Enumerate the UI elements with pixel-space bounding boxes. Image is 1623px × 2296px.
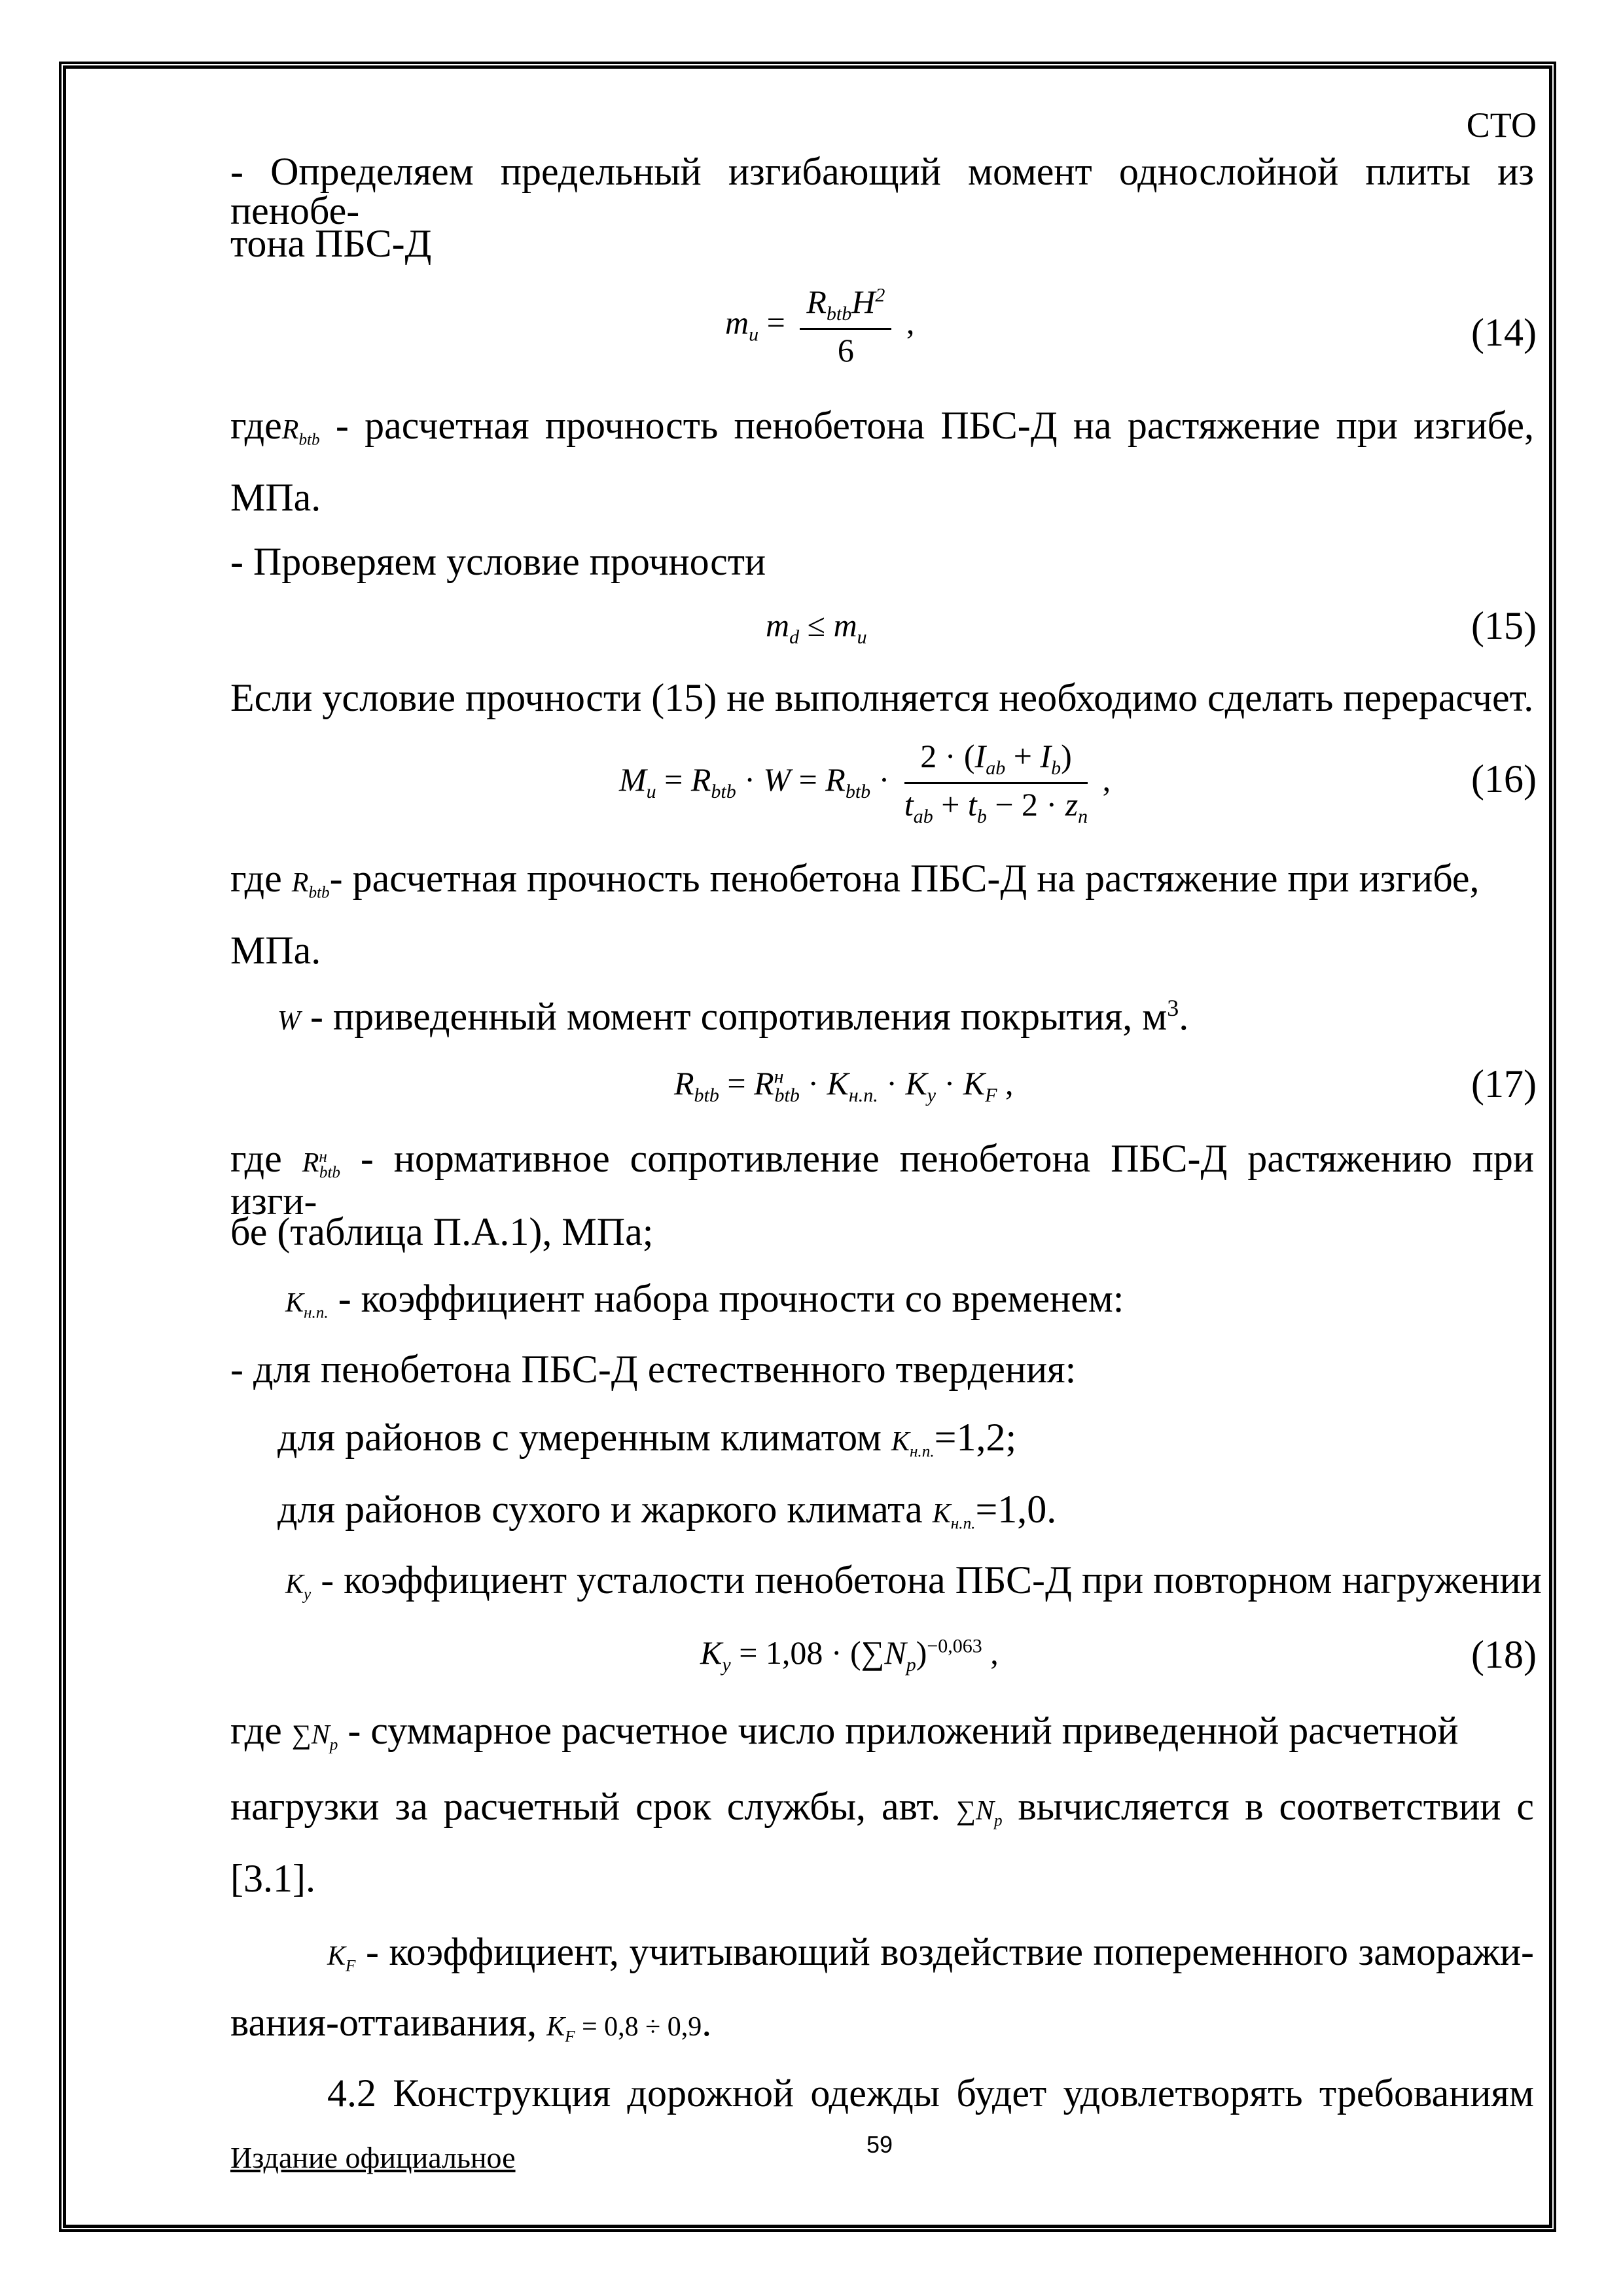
- paragraph-line: [3.1].: [230, 1857, 315, 1900]
- paragraph-line: где $R_{btb}-$ расчетная прочность пенобетона ПБС-Д на растяжение при изгибе,: [230, 857, 1480, 902]
- edition-footer: Издание официальное: [230, 2141, 516, 2174]
- paragraph-line: тона ПБС-Д: [230, 222, 432, 265]
- paragraph-line: нагрузки за расчетный срок службы, авт. $\sum N_p$ вычисляется в соответствии с: [230, 1785, 1535, 1830]
- paragraph-line: $K_y$ - коэффициент усталости пенобетона ПБС-Д при повторном нагружении: [285, 1558, 1542, 1604]
- formula-16: $M_u = R_{btb} \cdot W = R_{btb}$ · $\frac{2 \cdot (I_{ab} + I_b)}{t_{ab} + t_b - 2 \cdot z_n}$ ,: [619, 738, 1111, 827]
- equation-number: (14): [1471, 311, 1537, 354]
- equation-number: (16): [1471, 757, 1537, 800]
- paragraph-line: МПа.: [230, 476, 321, 519]
- paragraph-line: МПа.: [230, 929, 321, 972]
- paragraph-line: W - приведенный момент сопротивления покрытия, $м^3$.: [277, 995, 1189, 1038]
- paragraph-line: где $R^н_{btb}$ - нормативное сопротивление пенобетона ПБС-Д растяжению при изги-: [230, 1137, 1535, 1223]
- paragraph-line: $K_{н.п.}$ - коэффициент набора прочности со временем:: [285, 1277, 1124, 1322]
- formula-14: $m_u$ = $\frac{R_{btb}H^2}{6}$ ,: [725, 283, 915, 368]
- paragraph-line: $K_F$ - коэффициент, учитывающий воздействие попеременного заморажи-: [327, 1930, 1534, 1975]
- formula-18: $K_y = 1,08 \cdot (\sum N_p)^{-0,063}$ ,: [700, 1634, 999, 1676]
- paragraph-line: для районов сухого и жаркого климата $K_{н.п.}=1,0$.: [277, 1488, 1057, 1533]
- page-number: 59: [866, 2131, 893, 2158]
- paragraph-line: где $\sum N_p$ - суммарное расчетное число приложений приведенной расчетной: [230, 1709, 1459, 1754]
- paragraph-line: 4.2 Конструкция дорожной одежды будет удовлетворять требованиям: [327, 2072, 1534, 2115]
- paragraph-line: бе (таблица П.А.1), МПа;: [230, 1210, 654, 1253]
- document-code: СТО: [1466, 105, 1537, 145]
- equation-number: (17): [1471, 1062, 1537, 1105]
- formula-17: $R_{btb} = R^н_{btb} \cdot K_{н.п.} \cdot K_y \cdot K_F$ ,: [674, 1065, 1014, 1106]
- equation-number: (15): [1471, 604, 1537, 647]
- paragraph-line: вания-оттаивания, $K_F = 0,8 \div 0,9$.: [230, 2001, 712, 2046]
- paragraph-line: Если условие прочности (15) не выполняется необходимо сделать перерасчет.: [230, 676, 1534, 719]
- paragraph-line: для районов с умеренным климатом $K_{н.п.}=1,2$;: [277, 1416, 1017, 1461]
- paragraph-line: гдеR$_{btb}$ - расчетная прочность пенобетона ПБС-Д на растяжение при изгибе,: [230, 404, 1534, 449]
- paragraph-line: - Определяем предельный изгибающий момент однослойной плиты из пенобе-: [230, 150, 1534, 232]
- equation-number: (18): [1471, 1633, 1537, 1676]
- paragraph-line: - Проверяем условие прочности: [230, 540, 766, 583]
- formula-15: $m_d \le m_u$: [766, 607, 867, 648]
- paragraph-line: - для пенобетона ПБС-Д естественного твердения:: [230, 1348, 1077, 1391]
